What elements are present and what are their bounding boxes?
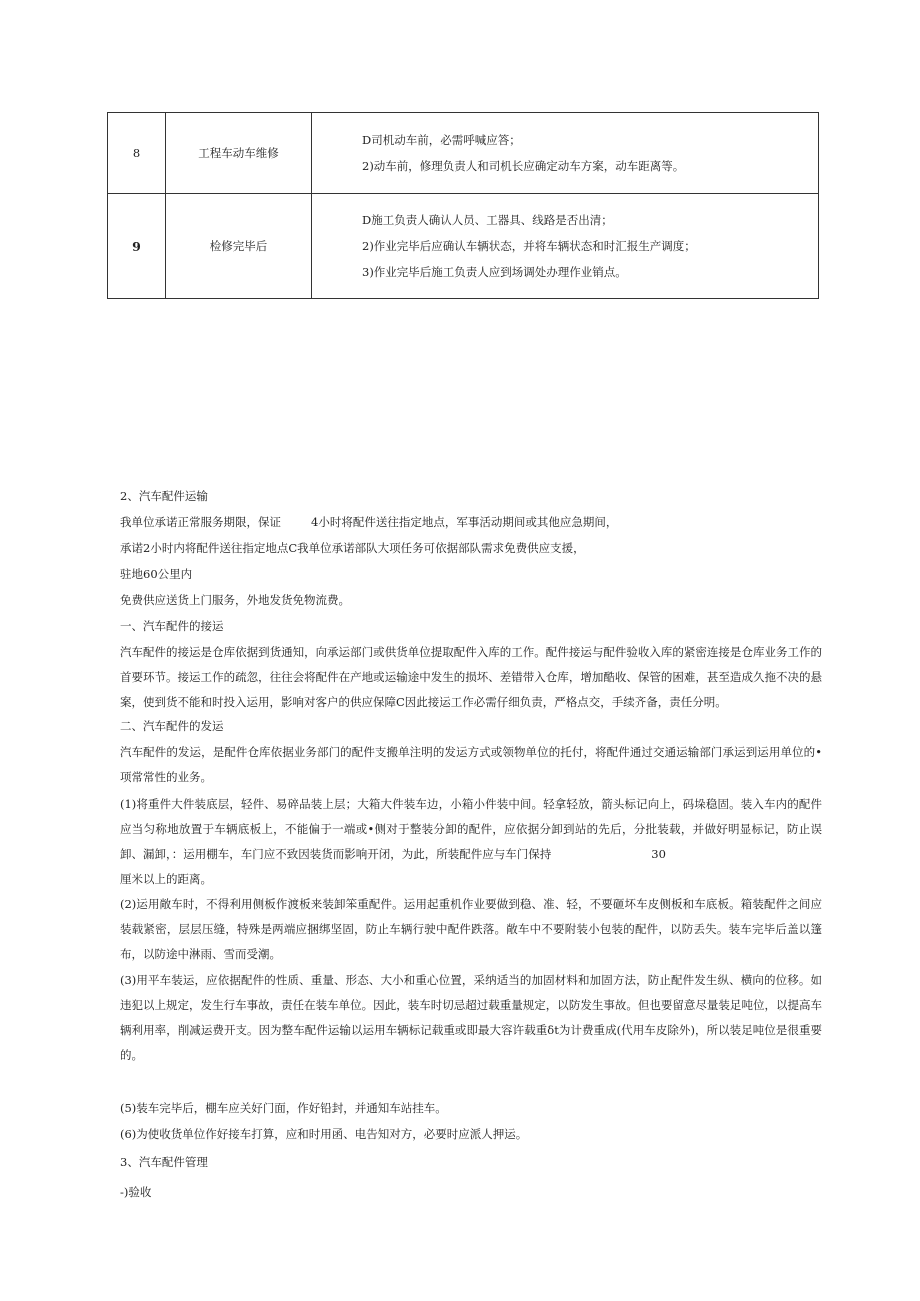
section-heading: 3、汽车配件管理 xyxy=(120,1155,208,1169)
paragraph-text: 厘米以上的距离。 xyxy=(120,872,212,886)
task-steps xyxy=(312,194,819,299)
row-number: 9 xyxy=(108,194,166,299)
paragraph: (3)用平车装运，应依据配件的性质、重量、形态、大小和重心位置，采纳适当的加固材料和加固方法，防止配件发生纵、横向的位移。如违犯以上规定，发生行车事故，责任在装车单位。因此，装车时切忌超过载重量规定，以防发生事故。但也要留意尽量装足吨位，以提高车辆利用率，削减运费开支。因为整车配件运输以运用车辆标记载重或即最大容许载重δt为计费重成(代用车皮除外)，所以装足吨位是很重要的。 xyxy=(120,973,822,1062)
distance-value: 30 xyxy=(651,847,666,861)
row-number: 8 xyxy=(108,113,166,194)
commitment-line: 驻地60公里内 xyxy=(120,567,193,581)
paragraph: 汽车配件的发运，是配件仓库依据业务部门的配件支搬单注明的发运方式或领物单位的托付，将配件通过交通运输部门承运到运用单位的•项常常性的业务。 xyxy=(120,745,822,784)
table-row xyxy=(108,113,819,194)
section-heading: 2、汽车配件运输 xyxy=(120,489,208,503)
commitment-line: 免费供应送货上门服务，外地发货免物流费。 xyxy=(120,593,350,607)
step-text: 2)作业完毕后应确认车辆状态，并将车辆状态和时汇报生产调度； xyxy=(362,239,696,253)
paragraph: (5)装车完毕后，棚车应关好门面，作好铅封，并通知车站挂车。 xyxy=(120,1101,447,1115)
task-name: 工程车动车维修 xyxy=(166,113,312,194)
task-steps xyxy=(312,113,819,194)
paragraph: (6)为使收货单位作好接车打算，应和时用函、电告知对方，必要时应派人押运。 xyxy=(120,1127,528,1141)
table-row xyxy=(108,194,819,299)
subsection-heading: 二、汽车配件的发运 xyxy=(120,719,224,733)
commitment-text: 我单位承诺正常服务期限，保证 xyxy=(120,515,281,529)
subsection-heading: -)验收 xyxy=(120,1185,152,1199)
paragraph: 汽车配件的接运是仓库依据到货通知，向承运部门或供货单位提取配件入库的工作。配件接运与配件验收入库的紧密连接是仓库业务工作的首要环节。接运工作的疏忽，往往会将配件在产地或运输途中发生的损坏、差错带入仓库，增加酷收、保管的困难，甚至造成久拖不决的悬案，使到货不能和时投入运用，影响对客户的供应保障C因此接运工作必需仔细负责，严格点交，手续齐备，责任分明。 xyxy=(120,645,822,709)
step-text: D施工负责人确认人员、工器具、线路是否出清； xyxy=(362,213,613,227)
step-text: D司机动车前，必需呼喊应答； xyxy=(362,133,521,147)
step-text: 2)动车前，修理负责人和司机长应确定动车方案，动车距离等。 xyxy=(362,159,685,173)
paragraph xyxy=(120,792,822,892)
paragraph-text: (1)将重件大件装底层，轻件、易碎品装上层；大箱大件装车边，小箱小件装中间。轻拿轻放，箭头标记向上，码垛稳固。装入车内的配件应当匀称地放置于车辆底板上，不能偏于一端或•侧对于整装分卸的配件，应依据分卸到站的先后，分批装载，并做好明显标记，防止误卸、漏卸，：运用棚车，车门应不致因装货而影响开闭，为此，所装配件应与车门保持 xyxy=(120,797,822,861)
commitment-line xyxy=(120,514,617,530)
paragraph: (2)运用敞车时，不得利用侧板作渡板来装卸笨重配件。运用起重机作业要做到稳、准、轻，不要砸坏车皮侧板和车底板。箱装配件之间应装载紧密，层层压缝，特殊是两端应捆绑坚固，防止车辆行驶中配件跌落。敞车中不要附装小包装的配件，以防丢失。装车完毕后盖以篷布，以防途中淋雨、雪而受潮。 xyxy=(120,897,822,961)
commitment-text: 4小时将配件送往指定地点，军事活动期间或其他应急期间， xyxy=(311,515,618,529)
task-name: 检修完毕后 xyxy=(166,194,312,299)
maintenance-procedure-table xyxy=(107,112,819,299)
step-text: 3)作业完毕后施工负责人应到场调处办理作业销点。 xyxy=(362,265,627,279)
subsection-heading: 一、汽车配件的接运 xyxy=(120,619,224,633)
commitment-line: 承诺2小时内将配件送往指定地点C我单位承诺部队大项任务可依据部队需求免费供应支援， xyxy=(120,541,585,555)
